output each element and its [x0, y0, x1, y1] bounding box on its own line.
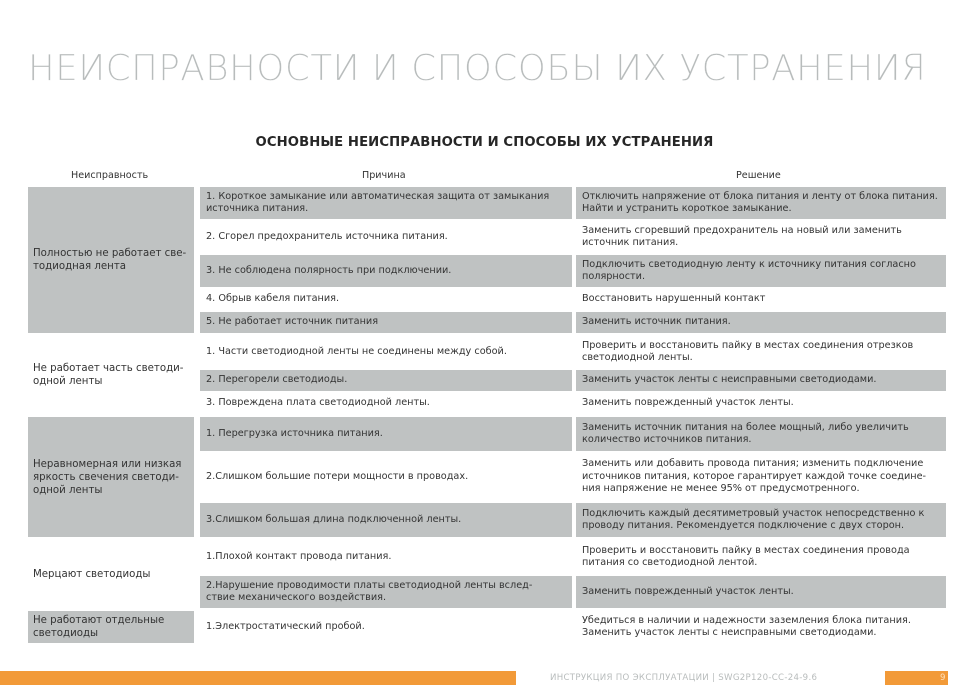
table-row	[194, 187, 948, 219]
solution-cell: Заменить или добавить провода питания; изменить подключение источников питания, которое гарантирует каждой точке соедине- ния напряжение не менее 95% от предусмотренного.	[582, 458, 927, 495]
table-header	[28, 166, 948, 187]
footer-doc-label: ИНСТРУКЦИЯ ПО ЭКСПЛУАТАЦИИ | SWG2P120-CC-24-9.6	[550, 673, 818, 683]
page-title: НЕИСПРАВНОСТИ И СПОСОБЫ ИХ УСТРАНЕНИЯ	[28, 48, 927, 89]
cause-cell: 3. Повреждена плата светодиодной ленты.	[206, 397, 430, 409]
table-row	[194, 393, 948, 414]
table-row	[194, 255, 948, 287]
table-row	[194, 289, 948, 310]
fault-label: Полностью не работает све- тодиодная лента	[28, 187, 194, 333]
table-row	[194, 312, 948, 333]
cause-cell: 5. Не работает источник питания	[200, 312, 572, 333]
solution-cell: Заменить источник питания.	[576, 312, 946, 333]
fault-group	[28, 187, 948, 333]
section-title: ОСНОВНЫЕ НЕИСПРАВНОСТИ И СПОСОБЫ ИХ УСТРАНЕНИЯ	[255, 135, 714, 150]
table-row	[194, 503, 948, 537]
header-cause: Причина	[362, 170, 406, 181]
fault-label: Неравномерная или низкая яркость свечения светоди- одной ленты	[28, 417, 194, 537]
solution-cell: Заменить поврежденный участок ленты.	[576, 576, 946, 608]
table-row	[194, 370, 948, 391]
header-solution: Решение	[736, 170, 781, 181]
cause-cell: 1. Перегрузка источника питания.	[200, 417, 572, 451]
solution-cell: Заменить сгоревший предохранитель на новый или заменить источник питания.	[582, 224, 902, 248]
cause-cell: 4. Обрыв кабеля питания.	[206, 293, 340, 305]
solution-cell: Отключить напряжение от блока питания и ленту от блока питания. Найти и устранить короткое замыкание.	[576, 187, 946, 219]
table-row	[194, 453, 948, 501]
footer-accent-bar	[0, 671, 516, 685]
solution-cell: Убедиться в наличии и надежности заземления блока питания. Заменить участок ленты с неисправными светодиодами.	[582, 614, 911, 638]
solution-cell: Проверить и восстановить пайку в местах соединения отрезков светодиодной ленты.	[582, 339, 914, 363]
cause-cell: 1. Части светодиодной ленты не соединены между собой.	[206, 345, 507, 357]
table-row	[194, 336, 948, 368]
fault-group	[28, 417, 948, 537]
table-row	[194, 417, 948, 451]
cause-cell: 2. Перегорели светодиоды.	[200, 370, 572, 391]
cause-cell: 1.Электростатический пробой.	[206, 620, 365, 632]
cause-cell: 2.Слишком большие потери мощности в проводах.	[206, 470, 469, 482]
cause-cell: 3.Слишком большая длина подключенной ленты.	[200, 503, 572, 537]
fault-label: Мерцают светодиоды	[33, 568, 151, 580]
solution-cell: Проверить и восстановить пайку в местах соединения провода питания со светодиодной лентой.	[582, 544, 910, 568]
header-fault: Неисправность	[71, 170, 149, 181]
cause-cell: 1.Плохой контакт провода питания.	[206, 550, 392, 562]
solution-cell: Заменить поврежденный участок ленты.	[582, 397, 794, 409]
solution-cell: Подключить светодиодную ленту к источнику питания согласно полярности.	[576, 255, 946, 287]
cause-cell: 3. Не соблюдена полярность при подключении.	[200, 255, 572, 287]
table-row	[194, 611, 948, 643]
solution-cell: Восстановить нарушенный контакт	[582, 293, 766, 305]
cause-cell: 2.Нарушение проводимости платы светодиодной ленты вслед- ствие механического воздействия.	[200, 576, 572, 608]
fault-group	[28, 611, 948, 643]
page-number: 9	[940, 673, 946, 683]
table-row	[194, 576, 948, 608]
cause-cell: 1. Короткое замыкание или автоматическая защита от замыкания источника питания.	[200, 187, 572, 219]
cause-cell: 2. Сгорел предохранитель источника питания.	[206, 230, 448, 242]
solution-cell: Заменить источник питания на более мощный, либо увеличить количество источников питания.	[576, 417, 946, 451]
table-row	[194, 540, 948, 574]
solution-cell: Заменить участок ленты с неисправными светодиодами.	[576, 370, 946, 391]
fault-label: Не работают отдельные светодиоды	[28, 611, 194, 643]
solution-cell: Подключить каждый десятиметровый участок непосредственно к проводу питания. Рекомендуется подключение с двух сторон.	[576, 503, 946, 537]
fault-group	[28, 336, 948, 414]
fault-label: Не работает часть светоди- одной ленты	[33, 363, 184, 387]
faults-table	[28, 166, 948, 646]
page-number-box	[885, 671, 948, 685]
fault-group	[28, 540, 948, 608]
table-row	[194, 221, 948, 253]
